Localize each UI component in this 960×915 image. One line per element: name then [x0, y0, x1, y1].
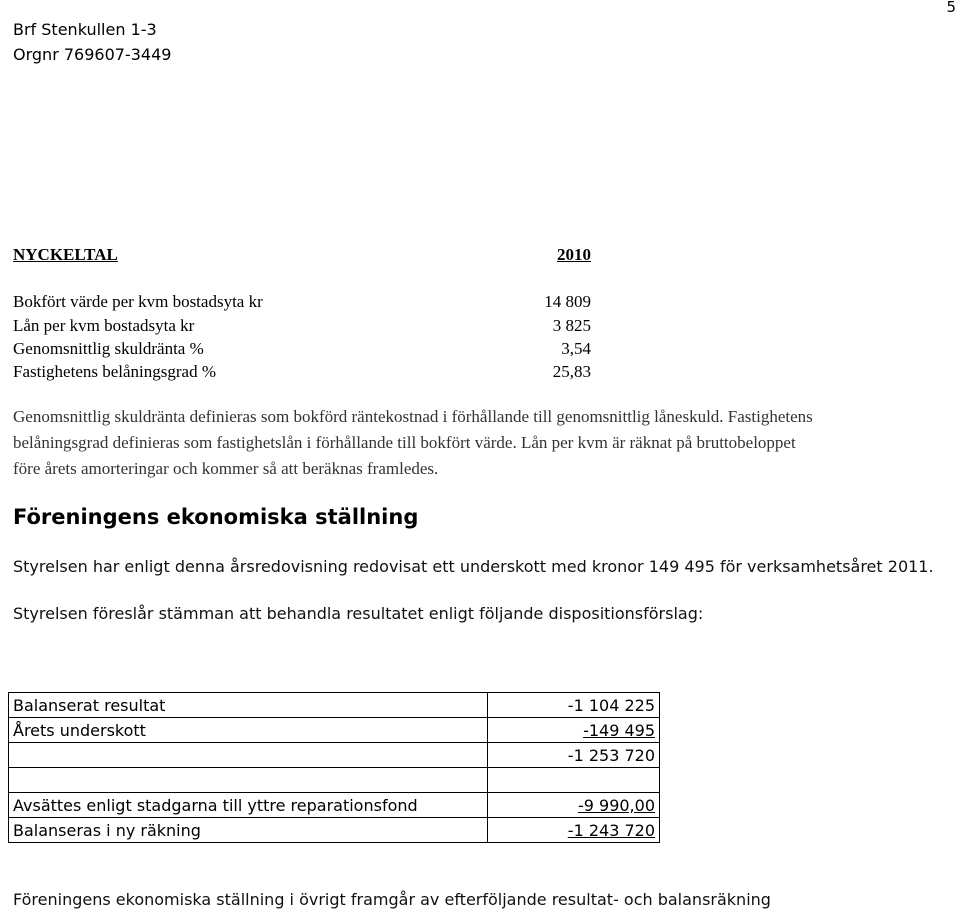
nyckeltal-value: 3 825	[552, 316, 591, 335]
row-label: Balanserat resultat	[9, 693, 488, 718]
row-amount	[488, 768, 660, 793]
result-text: Styrelsen har enligt denna årsredovisning redovisat ett underskott med kronor 149 495 för verksamhetsåret 2011.	[13, 557, 934, 576]
explanation-line: belåningsgrad definieras som fastighetslån i förhållande till bokfört värde. Lån per kvm är räknat på bruttobeloppet	[13, 433, 796, 452]
row-amount: -1 104 225	[488, 693, 660, 718]
row-label: Avsättes enligt stadgarna till yttre reparationsfond	[9, 793, 488, 818]
row-label	[9, 768, 488, 793]
org-number: Orgnr 769607-3449	[13, 45, 172, 64]
table-row	[9, 693, 660, 718]
table-row	[9, 818, 660, 843]
row-label: Balanseras i ny räkning	[9, 818, 488, 843]
nyckeltal-label: Bokfört värde per kvm bostadsyta kr	[13, 292, 263, 311]
explanation-line: före årets amorteringar och kommer så att beräknas framledes.	[13, 459, 439, 478]
explanation-line: Genomsnittlig skuldränta definieras som bokförd räntekostnad i förhållande till genomsnittlig låneskuld. Fastighetens	[13, 407, 813, 426]
nyckeltal-year: 2010	[557, 245, 591, 264]
proposal-text: Styrelsen föreslår stämman att behandla resultatet enligt följande dispositionsförslag:	[13, 604, 704, 623]
nyckeltal-explanation	[13, 404, 953, 482]
nyckeltal-value: 25,83	[552, 362, 591, 381]
nyckeltal-value: 3,54	[561, 339, 591, 358]
row-label	[9, 743, 488, 768]
row-amount: -1 243 720	[488, 818, 660, 843]
nyckeltal-title: NYCKELTAL	[13, 245, 118, 264]
table-row	[9, 768, 660, 793]
section-heading: Föreningens ekonomiska ställning	[13, 505, 419, 529]
disposition-table	[8, 692, 660, 843]
org-name: Brf Stenkullen 1-3	[13, 20, 157, 39]
nyckeltal-row	[13, 316, 591, 336]
nyckeltal-value: 14 809	[544, 292, 591, 311]
footer-text: Föreningens ekonomiska ställning i övrigt framgår av efterföljande resultat- och balansräkning	[13, 890, 771, 909]
row-amount: -1 253 720	[488, 743, 660, 768]
nyckeltal-row	[13, 292, 591, 312]
nyckeltal-label: Genomsnittlig skuldränta %	[13, 339, 204, 358]
table-row	[9, 793, 660, 818]
row-label: Årets underskott	[9, 718, 488, 743]
nyckeltal-label: Fastighetens belåningsgrad %	[13, 362, 217, 381]
page-number: 5	[946, 0, 956, 16]
nyckeltal-label: Lån per kvm bostadsyta kr	[13, 316, 195, 335]
nyckeltal-row	[13, 339, 591, 359]
row-amount: -9 990,00	[488, 793, 660, 818]
row-amount: -149 495	[488, 718, 660, 743]
nyckeltal-row	[13, 362, 591, 382]
table-row	[9, 718, 660, 743]
table-row	[9, 743, 660, 768]
